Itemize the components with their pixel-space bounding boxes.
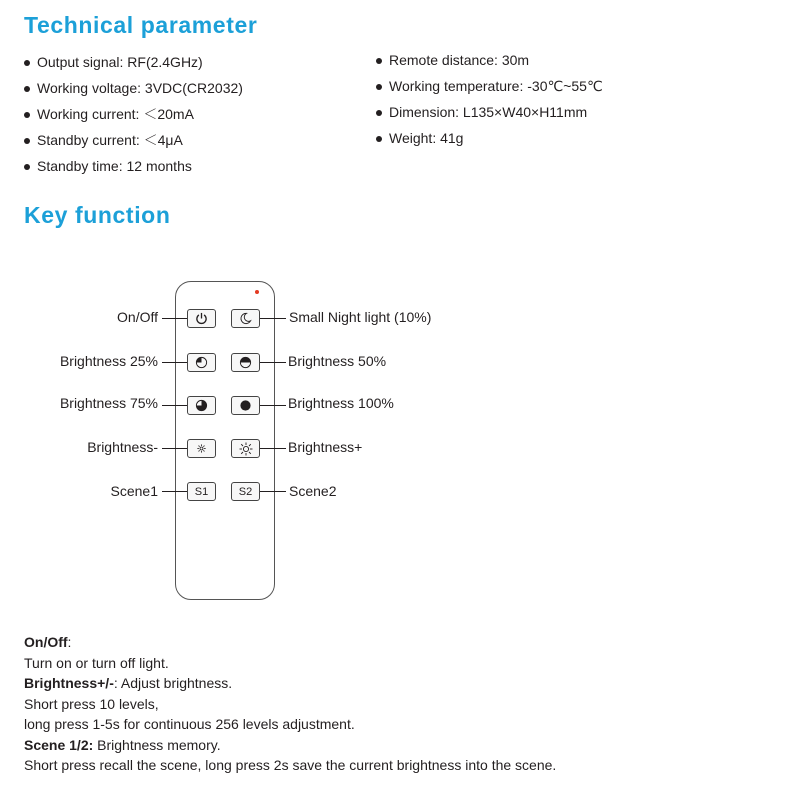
- brightness-75-button[interactable]: [187, 396, 216, 415]
- spec-output-signal: Output signal: RF(2.4GHz): [24, 49, 243, 75]
- desc-scene-detail: Short press recall the scene, long press 2s save the current brightness into the scene.: [24, 757, 557, 773]
- spec-remote-distance: Remote distance: 30m: [376, 47, 603, 73]
- desc-scene-line: [24, 735, 556, 756]
- desc-scene-text: Brightness memory.: [93, 736, 221, 753]
- desc-short-press: Short press 10 levels,: [24, 695, 159, 712]
- leader-line: [162, 405, 187, 406]
- desc-onoff-heading: [24, 632, 556, 653]
- power-icon: [195, 312, 208, 325]
- spec-standby-time: Standby time: 12 months: [24, 153, 243, 179]
- brightness-25-button[interactable]: [187, 353, 216, 372]
- moon-icon: [239, 312, 252, 325]
- function-description: [24, 632, 556, 776]
- leader-line: [260, 318, 286, 319]
- label-brightness-plus: Brightness+: [288, 439, 363, 455]
- desc-scene-title: Scene 1/2:: [24, 736, 94, 753]
- sun-small-icon: [195, 442, 208, 455]
- label-brightness-75: Brightness 75%: [59, 395, 158, 411]
- label-on-off: On/Off: [117, 309, 158, 325]
- key-function-heading: Key function: [24, 202, 171, 228]
- scene2-button[interactable]: [231, 482, 260, 501]
- desc-long-press: long press 1-5s for continuous 256 levels adjustment.: [24, 716, 355, 732]
- spec-dimension: Dimension: L135×W40×H11mm: [376, 99, 603, 125]
- label-brightness-100: Brightness 100%: [288, 395, 394, 411]
- brightness-plus-button[interactable]: [231, 439, 260, 458]
- technical-parameter-heading: Technical parameter: [24, 12, 258, 38]
- leader-line: [260, 491, 286, 492]
- leader-line: [162, 362, 187, 363]
- full-circle-icon: [239, 399, 252, 412]
- brightness-100-button[interactable]: [231, 396, 260, 415]
- quarter-circle-icon: [195, 356, 208, 369]
- desc-brightness-title: Brightness+/-: [24, 675, 114, 691]
- desc-brightness-line: [24, 673, 556, 694]
- desc-onoff-title: On/Off: [24, 634, 68, 650]
- leader-line: [260, 448, 286, 449]
- leader-line: [260, 405, 286, 406]
- scene1-button-text: S1: [194, 485, 209, 498]
- spec-list-right: [376, 47, 603, 151]
- label-scene2: Scene2: [289, 483, 337, 499]
- leader-line: [162, 318, 187, 319]
- label-scene1: Scene1: [110, 483, 158, 499]
- label-brightness-50: Brightness 50%: [288, 353, 387, 369]
- leader-line: [162, 448, 187, 449]
- leader-line: [162, 491, 187, 492]
- three-quarter-circle-icon: [195, 399, 208, 412]
- label-brightness-minus: Brightness-: [87, 439, 158, 455]
- spec-working-temperature: Working temperature: -30℃~55℃: [376, 73, 603, 99]
- desc-onoff-colon: :: [67, 634, 72, 650]
- brightness-50-button[interactable]: [231, 353, 260, 372]
- led-indicator: [255, 290, 259, 294]
- label-brightness-25: Brightness 25%: [59, 353, 158, 369]
- night-light-button[interactable]: [231, 309, 260, 328]
- spec-working-current: Working current: ＜20mA: [24, 101, 243, 127]
- scene2-button-text: S2: [238, 485, 253, 498]
- desc-onoff-text: Turn on or turn off light.: [24, 654, 169, 671]
- spec-weight: Weight: 41g: [376, 125, 603, 151]
- scene1-button[interactable]: [187, 482, 216, 501]
- brightness-minus-button[interactable]: [187, 439, 216, 458]
- spec-list-left: [24, 49, 243, 179]
- leader-line: [260, 362, 286, 363]
- spec-standby-current: Standby current: ＜4μA: [24, 127, 243, 153]
- on-off-button[interactable]: [187, 309, 216, 328]
- desc-brightness-text: : Adjust brightness.: [113, 675, 233, 691]
- sun-large-icon: [239, 442, 253, 456]
- spec-working-voltage: Working voltage: 3VDC(CR2032): [24, 75, 243, 101]
- half-circle-icon: [239, 356, 252, 369]
- label-small-night-light: Small Night light (10%): [289, 309, 432, 325]
